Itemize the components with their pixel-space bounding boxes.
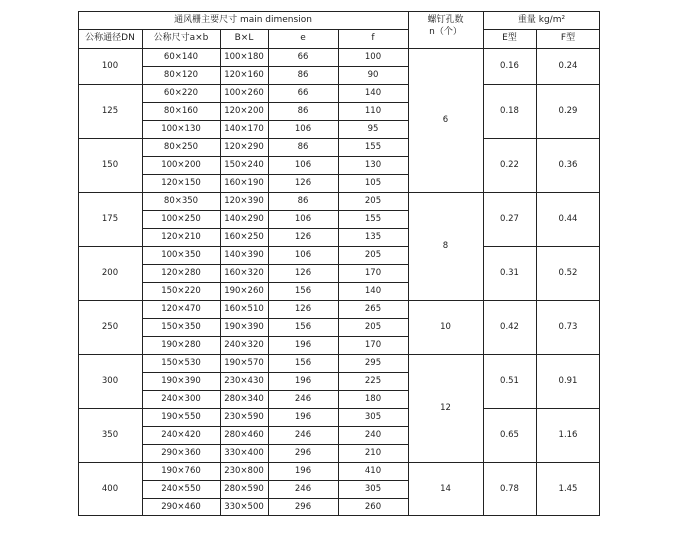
nominal-size-cell: 120×470	[161, 303, 201, 314]
bolt-count-cell: 6	[442, 114, 449, 125]
bolt-count-cell: 10	[440, 321, 451, 332]
nominal-size-cell: 150×530	[161, 357, 201, 368]
nominal-size-cell: 100×200	[161, 159, 201, 170]
nominal-size-cell: 80×120	[163, 69, 199, 80]
f-cell: 265	[364, 303, 382, 314]
e-cell: 106	[294, 249, 312, 260]
bxl-cell: 160×250	[224, 231, 264, 242]
bolt-count-cell: 14	[440, 483, 451, 494]
bxl-cell: 190×570	[224, 357, 264, 368]
f-cell: 135	[364, 231, 382, 242]
e-cell: 86	[297, 195, 309, 206]
f-cell: 170	[364, 339, 382, 350]
nominal-size-cell: 100×250	[161, 213, 201, 224]
nominal-size-cell: 240×420	[161, 429, 201, 440]
f-cell: 305	[364, 483, 382, 494]
f-cell: 205	[364, 321, 382, 332]
weight-f-cell: 0.44	[558, 213, 578, 224]
bxl-cell: 330×500	[224, 501, 264, 512]
column-header: 公称通径DN	[85, 33, 135, 43]
dn-cell: 350	[101, 429, 119, 440]
f-cell: 260	[364, 501, 382, 512]
e-cell: 246	[294, 393, 312, 404]
weight-e-cell: 0.16	[500, 60, 519, 71]
weight-e-cell: 0.31	[500, 267, 519, 278]
e-cell: 246	[294, 429, 312, 440]
f-cell: 90	[367, 69, 379, 80]
column-header: F型	[560, 33, 576, 43]
f-cell: 240	[364, 429, 382, 440]
dn-cell: 150	[101, 159, 119, 170]
weight-e-cell: 0.18	[500, 105, 519, 116]
bolt-count-header-unit: n（个）	[429, 27, 462, 37]
column-header: B×L	[234, 33, 254, 43]
nominal-size-cell: 80×160	[163, 105, 199, 116]
e-cell: 156	[294, 285, 312, 296]
f-cell: 100	[364, 51, 382, 62]
e-cell: 86	[297, 105, 309, 116]
dn-cell: 200	[101, 267, 119, 278]
dimension-table	[78, 11, 600, 529]
weight-e-cell: 0.78	[500, 483, 519, 494]
dn-cell: 400	[101, 483, 119, 494]
e-cell: 296	[294, 447, 312, 458]
table-title: 通风栅主要尺寸 main dimension	[174, 14, 312, 25]
e-cell: 246	[294, 483, 312, 494]
bolt-count-cell: 8	[442, 240, 449, 251]
bxl-cell: 140×170	[224, 123, 264, 134]
e-cell: 156	[294, 357, 312, 368]
bxl-cell: 100×260	[224, 87, 264, 98]
nominal-size-cell: 60×140	[163, 51, 199, 62]
bxl-cell: 280×460	[224, 429, 264, 440]
f-cell: 205	[364, 249, 382, 260]
nominal-size-cell: 190×390	[161, 375, 201, 386]
weight-e-cell: 0.51	[500, 375, 519, 386]
nominal-size-cell: 60×220	[163, 87, 199, 98]
e-cell: 106	[294, 159, 312, 170]
f-cell: 130	[364, 159, 382, 170]
bxl-cell: 120×390	[224, 195, 264, 206]
bxl-cell: 160×320	[224, 267, 264, 278]
nominal-size-cell: 100×130	[161, 123, 201, 134]
nominal-size-cell: 120×210	[161, 231, 201, 242]
f-cell: 140	[364, 87, 382, 98]
e-cell: 106	[294, 123, 312, 134]
e-cell: 126	[294, 303, 312, 314]
bxl-cell: 240×320	[224, 339, 264, 350]
f-cell: 95	[367, 123, 379, 134]
f-cell: 180	[364, 393, 382, 404]
e-cell: 296	[294, 501, 312, 512]
f-cell: 210	[364, 447, 382, 458]
bxl-cell: 280×590	[224, 483, 264, 494]
weight-f-cell: 0.73	[558, 321, 578, 332]
bxl-cell: 100×180	[224, 51, 264, 62]
nominal-size-cell: 120×280	[161, 267, 201, 278]
weight-f-cell: 0.36	[558, 159, 578, 170]
bxl-cell: 140×290	[224, 213, 264, 224]
e-cell: 126	[294, 231, 312, 242]
f-cell: 295	[364, 357, 382, 368]
f-cell: 410	[364, 465, 382, 476]
bxl-cell: 160×190	[224, 177, 264, 188]
nominal-size-cell: 80×250	[163, 141, 199, 152]
e-cell: 126	[294, 177, 312, 188]
column-header: E型	[502, 33, 517, 43]
nominal-size-cell: 150×220	[161, 285, 201, 296]
f-cell: 170	[364, 267, 382, 278]
e-cell: 106	[294, 213, 312, 224]
f-cell: 105	[364, 177, 382, 188]
bxl-cell: 120×200	[224, 105, 264, 116]
f-cell: 110	[364, 105, 382, 116]
weight-e-cell: 0.22	[500, 159, 519, 170]
weight-f-cell: 0.52	[558, 267, 578, 278]
nominal-size-cell: 290×460	[161, 501, 201, 512]
e-cell: 66	[297, 51, 309, 62]
nominal-size-cell: 100×350	[161, 249, 201, 260]
e-cell: 156	[294, 321, 312, 332]
weight-f-cell: 0.91	[558, 375, 578, 386]
bxl-cell: 190×390	[224, 321, 264, 332]
f-cell: 140	[364, 285, 382, 296]
bxl-cell: 120×160	[224, 69, 264, 80]
bxl-cell: 120×290	[224, 141, 264, 152]
bxl-cell: 140×390	[224, 249, 264, 260]
bolt-count-cell: 12	[440, 402, 451, 413]
nominal-size-cell: 80×350	[163, 195, 199, 206]
bxl-cell: 280×340	[224, 393, 264, 404]
nominal-size-cell: 240×300	[161, 393, 201, 404]
nominal-size-cell: 290×360	[161, 447, 201, 458]
nominal-size-cell: 190×760	[161, 465, 201, 476]
bxl-cell: 150×240	[224, 159, 264, 170]
f-cell: 155	[364, 141, 382, 152]
f-cell: 305	[364, 411, 382, 422]
dn-cell: 300	[101, 375, 119, 386]
weight-f-cell: 1.16	[558, 429, 578, 440]
e-cell: 126	[294, 267, 312, 278]
bolt-count-header	[408, 11, 483, 48]
nominal-size-cell: 190×550	[161, 411, 201, 422]
weight-f-cell: 0.24	[558, 60, 578, 71]
f-cell: 225	[364, 375, 382, 386]
bxl-cell: 230×590	[224, 411, 264, 422]
nominal-size-cell: 240×550	[161, 483, 201, 494]
e-cell: 66	[297, 87, 309, 98]
weight-e-cell: 0.42	[500, 321, 519, 332]
bxl-cell: 230×800	[224, 465, 264, 476]
e-cell: 196	[294, 411, 312, 422]
bxl-cell: 330×400	[224, 447, 264, 458]
bolt-count-header-label: 螺钉孔数	[427, 15, 464, 25]
weight-header: 重量 kg/m²	[517, 14, 566, 25]
bxl-cell: 160×510	[224, 303, 264, 314]
weight-f-cell: 0.29	[558, 105, 578, 116]
dn-cell: 175	[101, 213, 119, 224]
column-header: e	[300, 33, 306, 43]
e-cell: 196	[294, 339, 312, 350]
e-cell: 86	[297, 141, 309, 152]
dn-cell: 100	[101, 60, 119, 71]
weight-f-cell: 1.45	[558, 483, 578, 494]
e-cell: 196	[294, 465, 312, 476]
bxl-cell: 190×260	[224, 285, 264, 296]
nominal-size-cell: 120×150	[161, 177, 201, 188]
weight-e-cell: 0.27	[500, 213, 519, 224]
nominal-size-cell: 190×280	[161, 339, 201, 350]
dn-cell: 125	[101, 105, 119, 116]
weight-e-cell: 0.65	[500, 429, 519, 440]
e-cell: 196	[294, 375, 312, 386]
bxl-cell: 230×430	[224, 375, 264, 386]
column-header: 公称尺寸a×b	[153, 33, 209, 43]
e-cell: 86	[297, 69, 309, 80]
column-header: f	[371, 33, 375, 43]
f-cell: 205	[364, 195, 382, 206]
nominal-size-cell: 150×350	[161, 321, 201, 332]
dn-cell: 250	[101, 321, 119, 332]
f-cell: 155	[364, 213, 382, 224]
